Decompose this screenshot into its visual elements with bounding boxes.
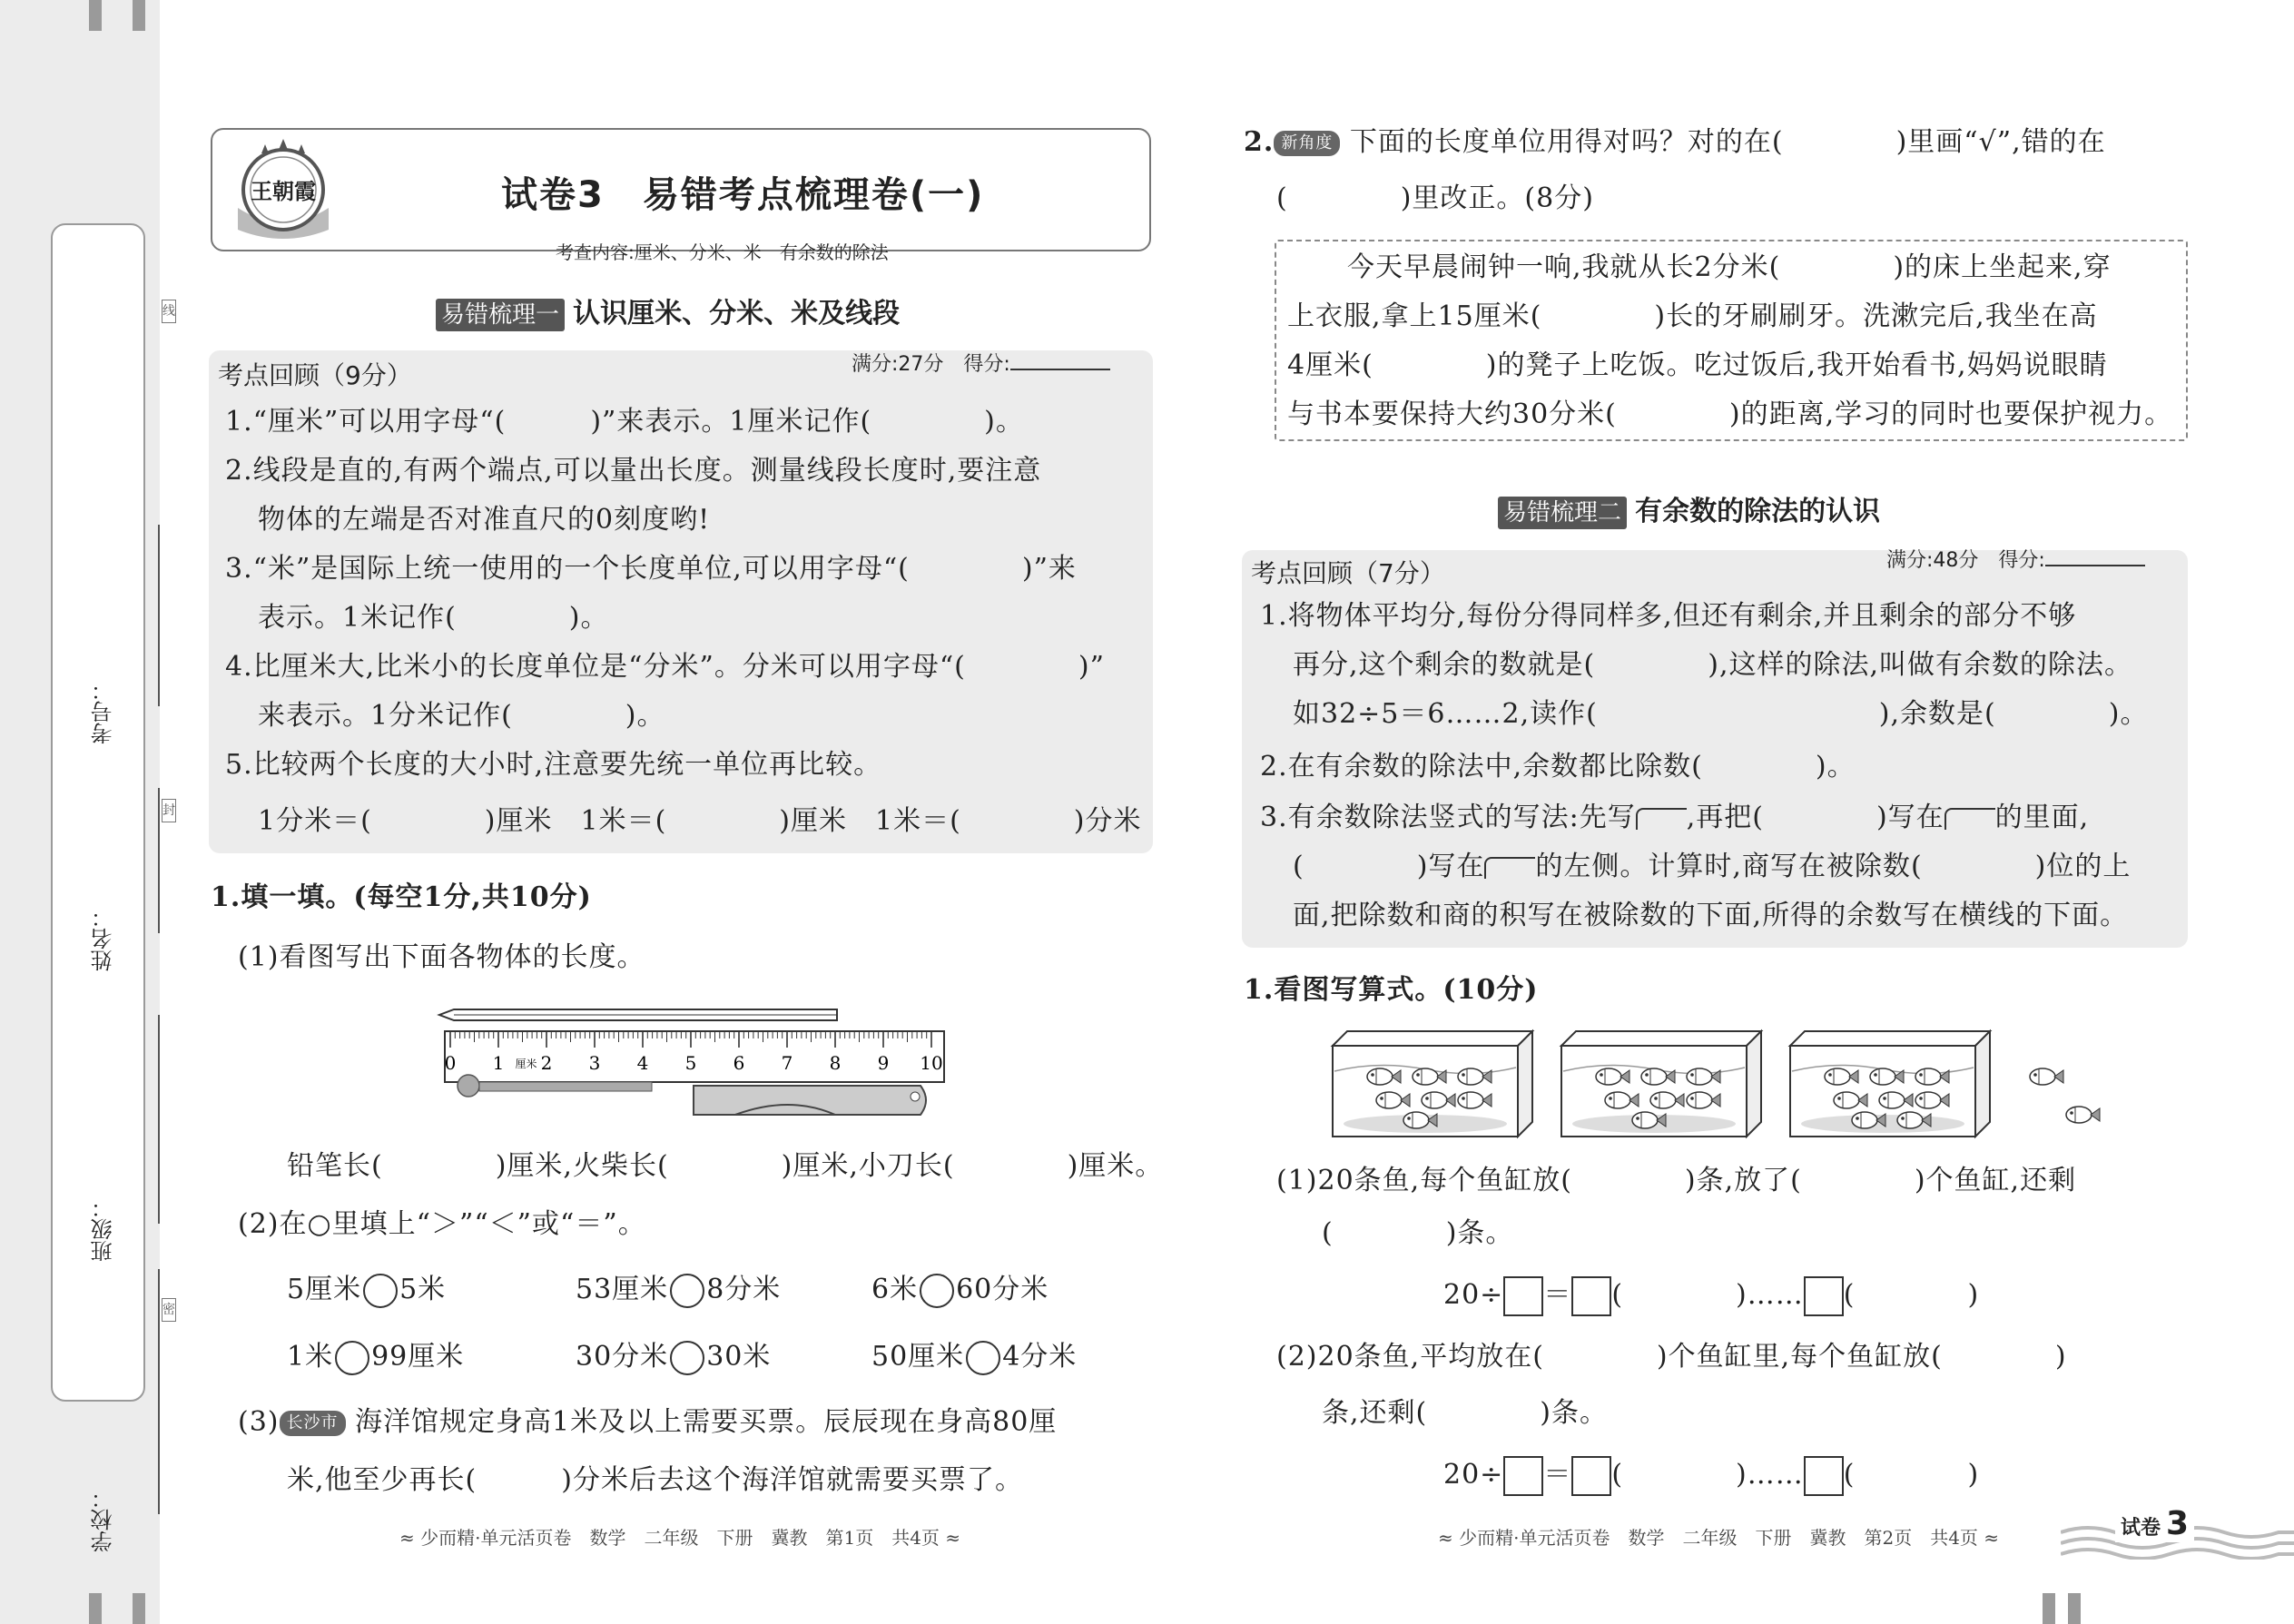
question-line: 2. 新角度 下面的长度单位用得对吗？对的在( )里画“√”,错的在 <box>1244 126 2106 158</box>
page-subtitle: 考查内容:厘米、分米、米 有余数的除法 <box>556 241 889 263</box>
question-line: 条,还剩( )条。 <box>1322 1397 1608 1429</box>
compare-circle[interactable] <box>920 1274 954 1308</box>
match-head <box>458 1075 479 1097</box>
compare-circle[interactable] <box>363 1274 398 1308</box>
compare-circle[interactable] <box>966 1341 1000 1375</box>
story-line: 上衣服,拿上15厘米( )长的牙刷刷牙。洗漱完后,我坐在高 <box>1287 300 2098 332</box>
fish-tanks-figure <box>1325 1024 2124 1144</box>
binding-block <box>89 0 102 31</box>
review-point: 物体的左端是否对准直尺的0刻度哟! <box>258 504 711 536</box>
answer-box[interactable] <box>1503 1276 1543 1316</box>
page-title: 试卷3 易错考点梳理卷(一) <box>501 174 985 216</box>
review-label: 考点回顾（9分） <box>218 360 412 390</box>
ruler-tick-label: 5 <box>684 1052 697 1074</box>
review-point: 4.比厘米大,比米小的长度单位是“分米”。分米可以用字母“( )” <box>225 651 1105 683</box>
svg-text:王朝霞: 王朝霞 <box>251 178 316 204</box>
ruler-tick-label: 0 <box>444 1052 457 1074</box>
question-title: 1.填一填。(每空1分,共10分) <box>211 881 592 913</box>
fish-icon <box>2066 1107 2100 1123</box>
review-point: 5.比较两个长度的大小时,注意要先统一单位再比较。 <box>225 749 882 781</box>
exam-number-label: 考号： <box>91 679 116 744</box>
class-line[interactable] <box>158 1015 160 1224</box>
cut-mark: 线 <box>162 300 176 323</box>
title-box <box>211 128 1151 251</box>
compare-circle[interactable] <box>335 1341 369 1375</box>
page-badge: 试卷 3 <box>2115 1505 2194 1542</box>
new-angle-tag: 新角度 <box>1274 131 1340 156</box>
section-title: 有余数的除法的认识 <box>1635 496 1881 527</box>
review-point: 1.“厘米”可以用字母“( )”来表示。1厘米记作( )。 <box>225 406 1024 438</box>
review-point: 再分,这个剩余的数就是( ),这样的除法,叫做有余数的除法。 <box>1293 649 2133 681</box>
section-tag: 易错梳理二 <box>1498 497 1627 529</box>
score-input[interactable] <box>2045 543 2145 566</box>
question-line: 米,他至少再长( )分米后去这个海洋馆就需要买票了。 <box>287 1464 1023 1496</box>
answer-box[interactable] <box>1804 1456 1844 1496</box>
division-bracket <box>1636 808 1687 830</box>
student-info-box <box>51 223 145 1552</box>
question-line: ( )条。 <box>1322 1217 1514 1249</box>
cut-mark: 封 <box>162 799 176 822</box>
knife <box>694 1086 926 1115</box>
footer: ≈ 少而精·单元活页卷 数学 二年级 下册 冀教 第1页 共4页 ≈ <box>399 1527 961 1549</box>
binding-strip <box>0 0 175 1624</box>
ruler-figure <box>436 995 953 1122</box>
score-input[interactable] <box>1010 347 1110 370</box>
review-point: 1分米＝( )厘米 1米＝( )厘米 1米＝( )分米 <box>258 805 1142 837</box>
question-sub: (3) 长沙市 海洋馆规定身高1米及以上需要买票。辰辰现在身高80厘 <box>238 1406 1058 1438</box>
name-line[interactable] <box>158 788 160 933</box>
question-sub: (2)在○里填上“＞”“＜”或“＝”。 <box>238 1208 646 1240</box>
equation: 20÷ ＝ ( )…… ( ) <box>1443 1451 1979 1500</box>
ruler-tick-label: 1 <box>492 1052 505 1074</box>
equation: 20÷ ＝ ( )…… ( ) <box>1443 1271 1979 1320</box>
compare-item: 50厘米 4分米 <box>871 1333 1077 1382</box>
question-line: (2)20条鱼,平均放在( )个鱼缸里,每个鱼缸放( ) <box>1276 1341 2067 1373</box>
compare-circle[interactable] <box>670 1274 704 1308</box>
review-point: 3.“米”是国际上统一使用的一个长度单位,可以用字母“( )”来 <box>225 553 1077 585</box>
name-label: 姓名： <box>91 906 116 971</box>
question-line: (1)20条鱼,每个鱼缸放( )条,放了( )个鱼缸,还剩 <box>1276 1165 2077 1196</box>
compare-item: 5厘米 5米 <box>287 1265 446 1314</box>
compare-circle[interactable] <box>670 1341 704 1375</box>
compare-item: 53厘米 8分米 <box>576 1265 781 1314</box>
review-point: 如32÷5＝6……2,读作( ),余数是( )。 <box>1293 698 2149 730</box>
school-label: 学校： <box>91 1487 116 1552</box>
question-sub: (1)看图写出下面各物体的长度。 <box>238 941 645 973</box>
review-point: 面,把除数和商的积写在被除数的下面,所得的余数写在横线的下面。 <box>1293 900 2129 931</box>
section-heading <box>1498 488 1880 529</box>
answer-box[interactable] <box>1571 1276 1611 1316</box>
score-line <box>852 347 1110 383</box>
review-point: ( )写在 的左侧。计算时,商写在被除数( )位的上 <box>1293 851 2132 882</box>
review-point: 2.在有余数的除法中,余数都比除数( )。 <box>1260 751 1856 782</box>
ruler-tick-label: 10 <box>920 1052 943 1074</box>
review-point: 表示。1米记作( )。 <box>258 602 609 634</box>
answer-box[interactable] <box>1571 1456 1611 1496</box>
ruler-unit-label: 厘米 <box>515 1058 537 1070</box>
ruler-tick-label: 7 <box>781 1052 793 1074</box>
story-line: 4厘米( )的凳子上吃饭。吃过饭后,我开始看书,妈妈说眼睛 <box>1287 349 2108 381</box>
section-tag: 易错梳理一 <box>436 299 565 331</box>
story-line: 今天早晨闹钟一响,我就从长2分米( )的床上坐起来,穿 <box>1347 251 2112 283</box>
class-label: 班级： <box>91 1196 116 1262</box>
binding-block <box>133 0 145 31</box>
review-label: 考点回顾（7分） <box>1251 558 1445 588</box>
compare-item: 6米 60分米 <box>871 1265 1049 1314</box>
brand-logo <box>229 135 338 246</box>
score-line <box>1886 543 2145 579</box>
cut-mark: 密 <box>162 1298 176 1322</box>
review-point: 3.有余数除法竖式的写法:先写 ,再把( )写在 的里面, <box>1260 802 2090 833</box>
answer-box[interactable] <box>1804 1276 1844 1316</box>
question-title: 1.看图写算式。(10分) <box>1244 974 1539 1006</box>
school-line[interactable] <box>158 1269 160 1514</box>
binding-block <box>2043 1593 2055 1624</box>
story-line: 与书本要保持大约30分米( )的距离,学习的同时也要保护视力。 <box>1287 399 2173 430</box>
compare-item: 1米 99厘米 <box>287 1333 464 1382</box>
exam-number-line[interactable] <box>158 525 160 706</box>
review-point: 来表示。1分米记作( )。 <box>258 700 665 732</box>
footer: ≈ 少而精·单元活页卷 数学 二年级 下册 冀教 第2页 共4页 ≈ <box>1438 1527 2000 1549</box>
ruler-tick-label: 6 <box>733 1052 745 1074</box>
review-point: 1.将物体平均分,每份分得同样多,但还有剩余,并且剩余的部分不够 <box>1260 600 2077 632</box>
score-label: 满分:27分 得分: <box>852 353 1010 376</box>
review-point: 2.线段是直的,有两个端点,可以量出长度。测量线段长度时,要注意 <box>225 455 1042 487</box>
ruler-tick-label: 8 <box>829 1052 842 1074</box>
ruler-tick-label: 2 <box>540 1052 553 1074</box>
region-tag: 长沙市 <box>280 1411 346 1436</box>
section-title: 认识厘米、分米、米及线段 <box>573 298 901 330</box>
binding-block <box>133 1593 145 1624</box>
answer-line: 铅笔长( )厘米,火柴长( )厘米,小刀长( )厘米。 <box>287 1150 1164 1182</box>
ruler-tick-label: 9 <box>877 1052 890 1074</box>
binding-block <box>89 1593 102 1624</box>
question-line: ( )里改正。(8分) <box>1276 182 1594 214</box>
answer-box[interactable] <box>1503 1456 1543 1496</box>
ruler-tick-label: 4 <box>636 1052 649 1074</box>
division-bracket <box>1484 857 1535 879</box>
ruler-tick-label: 3 <box>588 1052 601 1074</box>
compare-item: 30分米 30米 <box>576 1333 771 1382</box>
fish-icon <box>2030 1068 2063 1085</box>
match <box>479 1082 652 1091</box>
binding-block <box>2068 1593 2081 1624</box>
division-bracket <box>1944 808 1995 830</box>
section-heading <box>436 290 900 331</box>
score-label: 满分:48分 得分: <box>1886 549 2045 572</box>
